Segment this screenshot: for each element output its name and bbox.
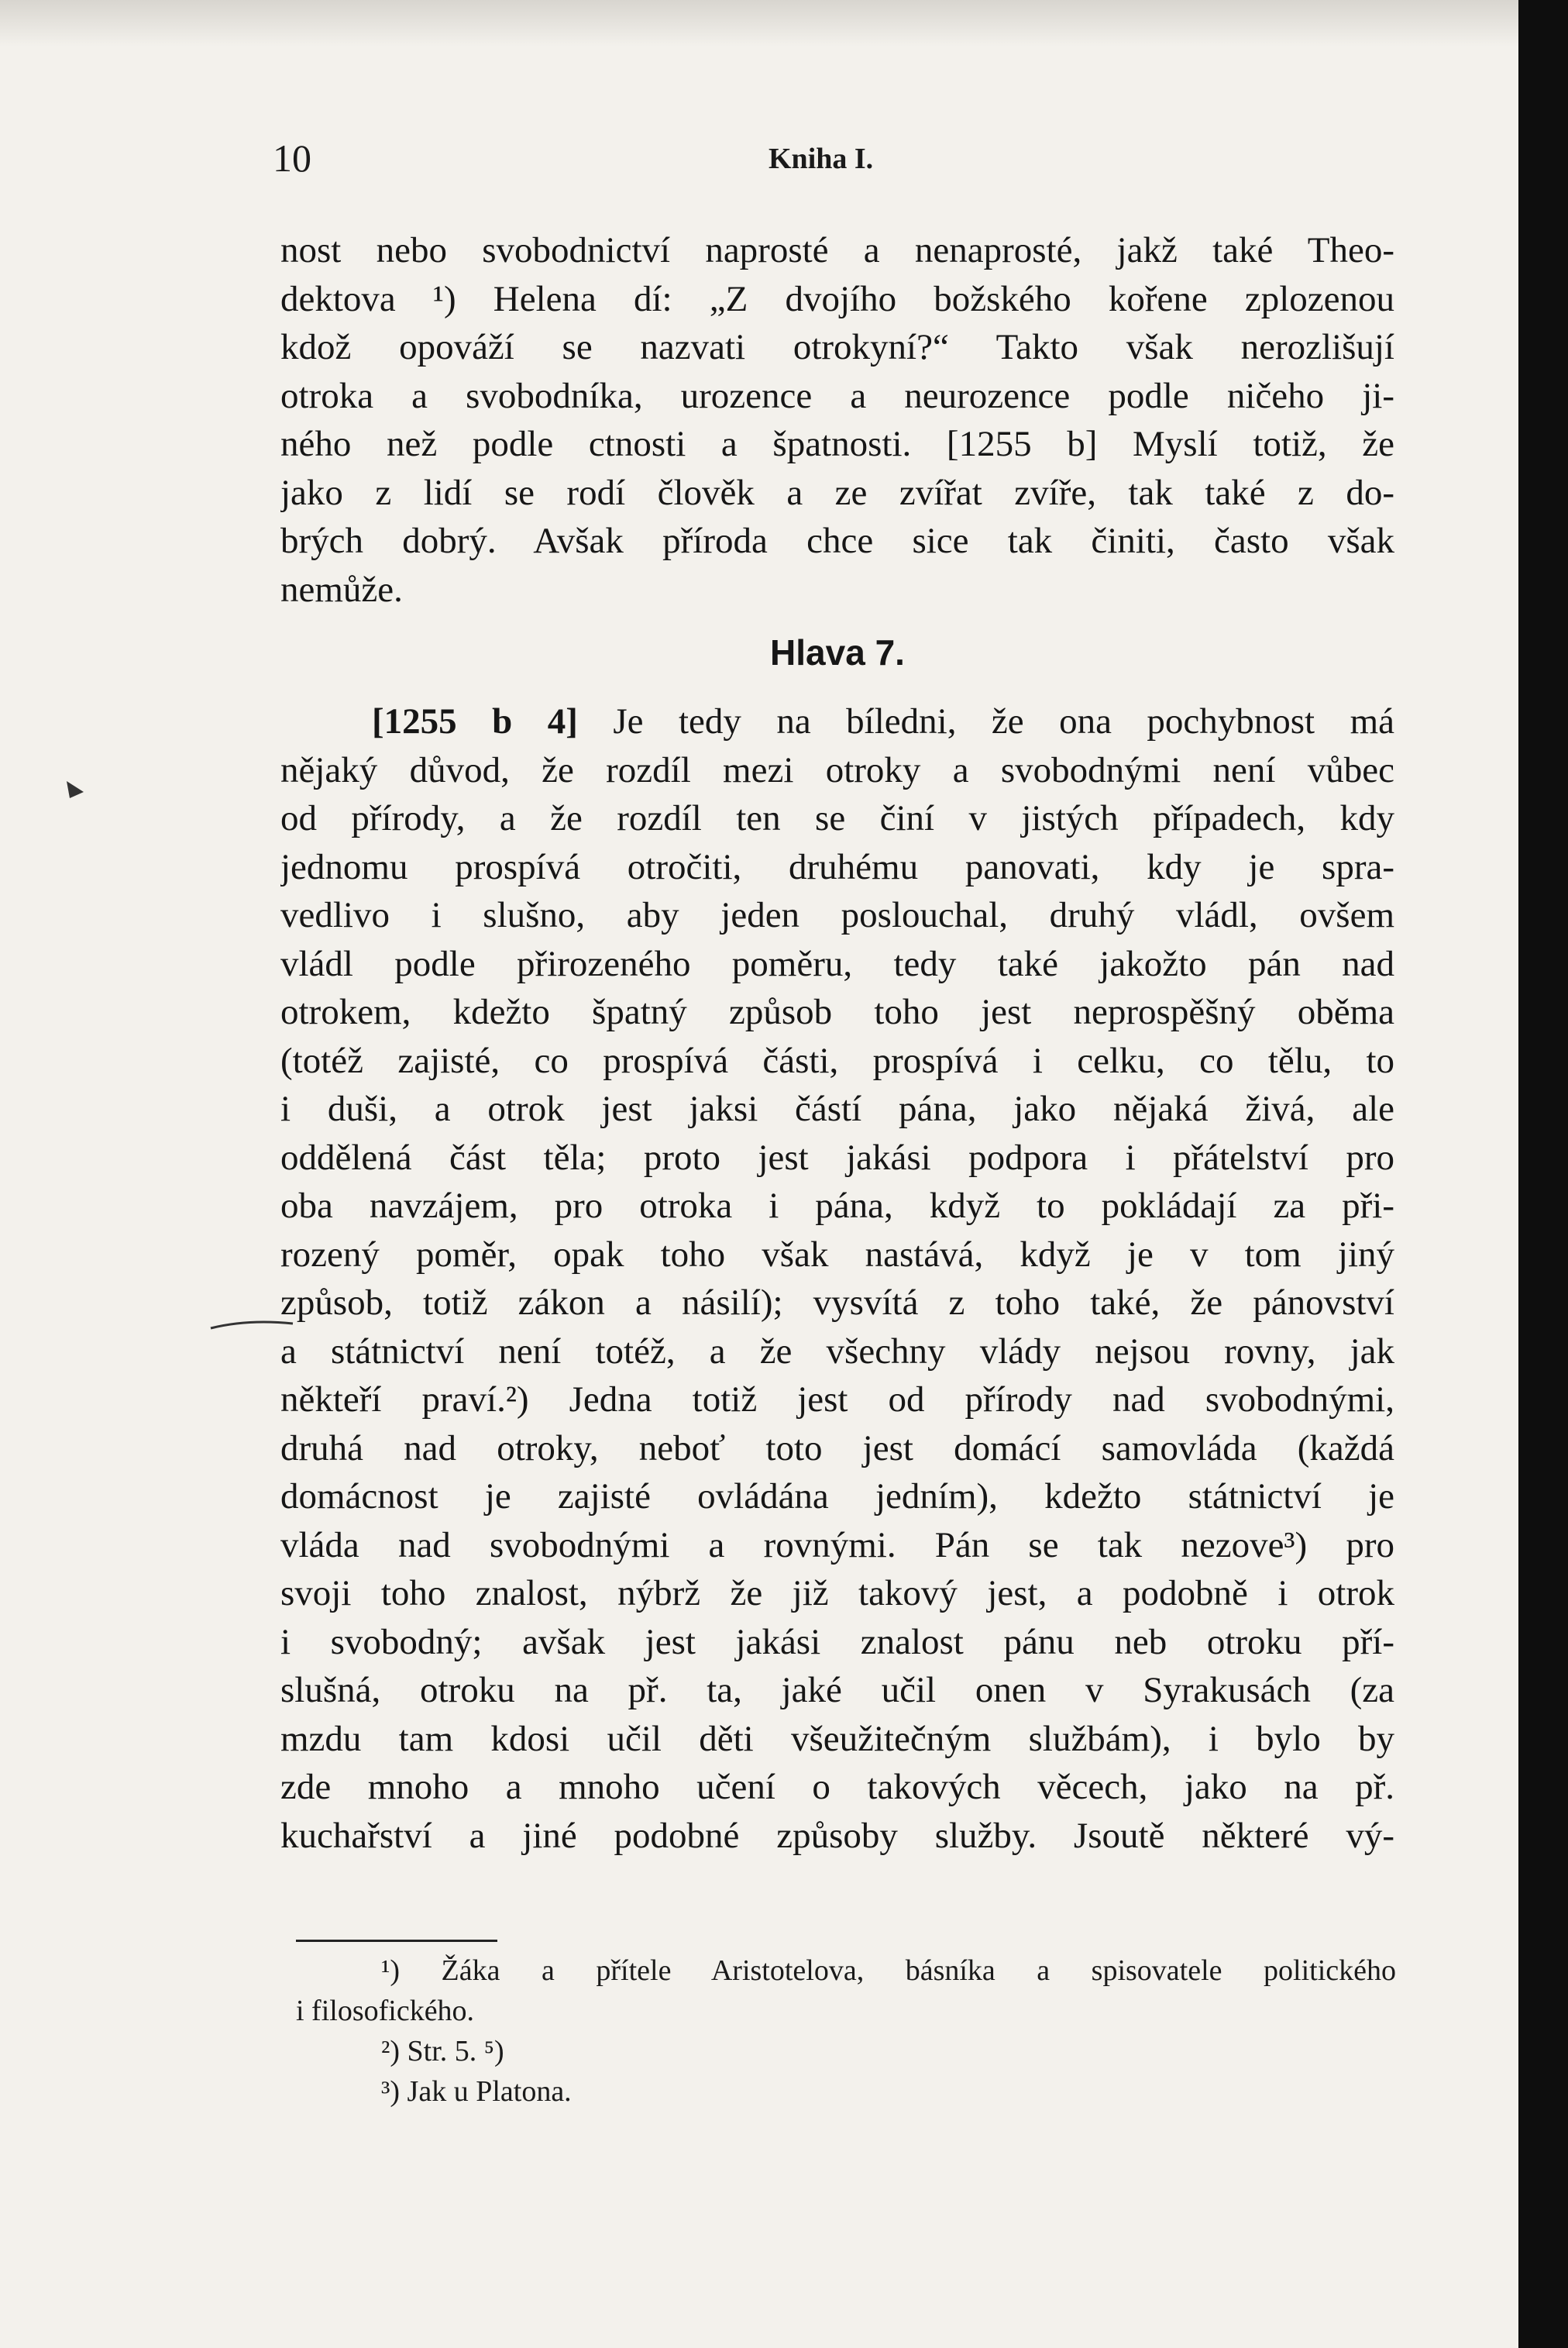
text-line-rest: Je tedy na bíledni, že ona pochybnost má [613,701,1394,742]
text-line: nějaký důvod, že rozdíl mezi otroky a svobodnými není vůbec [280,749,1394,790]
scan-shadow [0,0,1518,46]
text-line: slušná, otroku na př. ta, jaké učil onen v Syrakusách (za [280,1670,1394,1710]
footnote-1: ¹) Žáka a přítele Aristotelova, básníka a spisovatele politického [381,1954,1396,1987]
body-text [280,226,1394,1860]
margin-line-mark [209,1317,294,1333]
text-line: mzdu tam kdosi učil děti všeužitečným službám), i bylo by [280,1718,1394,1759]
text-line: vláda nad svobodnými a rovnými. Pán se tak nezove³) pro [280,1524,1394,1565]
text-line: vedlivo i slušno, aby jeden poslouchal, druhý vládl, ovšem [280,895,1394,935]
text-line: ného než podle ctnosti a špatnosti. [1255 b] Myslí totiž, že [280,424,1394,464]
text-line: rozený poměr, opak toho však nastává, když je v tom jiný [280,1234,1394,1275]
text-line: někteří praví.²) Jedna totiž jest od přírody nad svobodnými, [280,1379,1394,1420]
paragraph-1 [280,226,1394,614]
chapter-heading: Hlava 7. [770,632,905,673]
footnote-1-cont: i filosofického. [296,1995,475,2027]
text-line: (totéž zajisté, co prospívá části, prospívá i celku, co tělu, to [280,1040,1394,1081]
text-line: jako z lidí se rodí člověk a ze zvířat zvíře, tak také z do- [280,472,1394,513]
text-line: brých dobrý. Avšak příroda chce sice tak činiti, často však [280,521,1394,561]
text-line: domácnost je zajisté ovládána jedním), kdežto státnictví je [280,1476,1394,1517]
footnotes [296,1950,1396,2112]
margin-mark [60,775,91,806]
text-line: nemůže. [280,569,403,610]
text-line: dektova ¹) Helena dí: „Z dvojího božského kořene zplozenou [280,278,1394,319]
footnote-rule [296,1940,497,1942]
text-line: zde mnoho a mnoho učení o takových věcech, jako na př. [280,1767,1394,1807]
page-number: 10 [273,136,311,180]
text-line: druhá nad otroky, neboť toto jest domácí samovláda (každá [280,1427,1394,1468]
text-line: i duši, a otrok jest jaksi částí pána, jako nějaká živá, ale [280,1089,1394,1129]
page-header [273,136,1401,190]
text-line: a státnictví není totéž, a že všechny vlády nejsou rovny, jak [280,1331,1394,1372]
text-line: oddělená část těla; proto jest jakási podpora i přátelství pro [280,1137,1394,1178]
text-line: otrokem, kdežto špatný způsob toho jest neprospěšný oběma [280,992,1394,1032]
text-line: vládl podle přirozeného poměru, tedy také jakožto pán nad [280,943,1394,984]
text-line: způsob, totiž zákon a násilí); vysvítá z toho také, že pánovství [280,1282,1394,1323]
text-line: kuchařství a jiné podobné způsoby služby. Jsoutě některé vý- [280,1815,1394,1856]
paragraph-2 [280,697,1394,1860]
text-line: jednomu prospívá otročiti, druhému panovati, kdy je spra- [280,846,1394,887]
text-line: kdož opováží se nazvati otrokyní?“ Takto však nerozlišují [280,327,1394,367]
footnote-3: ³) Jak u Platona. [381,2075,572,2108]
footnote-2: ²) Str. 5. ⁵) [381,2035,504,2067]
text-line: oba navzájem, pro otroka i pána, když to pokládají za při- [280,1186,1394,1226]
running-head: Kniha I. [769,143,874,175]
text-line-first [280,697,1394,746]
text-line: i svobodný; avšak jest jakási znalost pánu neb otroku pří- [280,1621,1394,1662]
bekker-reference: [1255 b 4] [372,701,578,742]
text-line: od přírody, a že rozdíl ten se činí v jistých případech, kdy [280,798,1394,838]
text-line: nost nebo svobodnictví naprosté a nenaprosté, jakž také Theo- [280,230,1394,270]
text-line: otroka a svobodníka, urozence a neurozence podle ničeho ji- [280,375,1394,416]
text-line: svoji toho znalost, nýbrž že již takový jest, a podobně i otrok [280,1573,1394,1613]
